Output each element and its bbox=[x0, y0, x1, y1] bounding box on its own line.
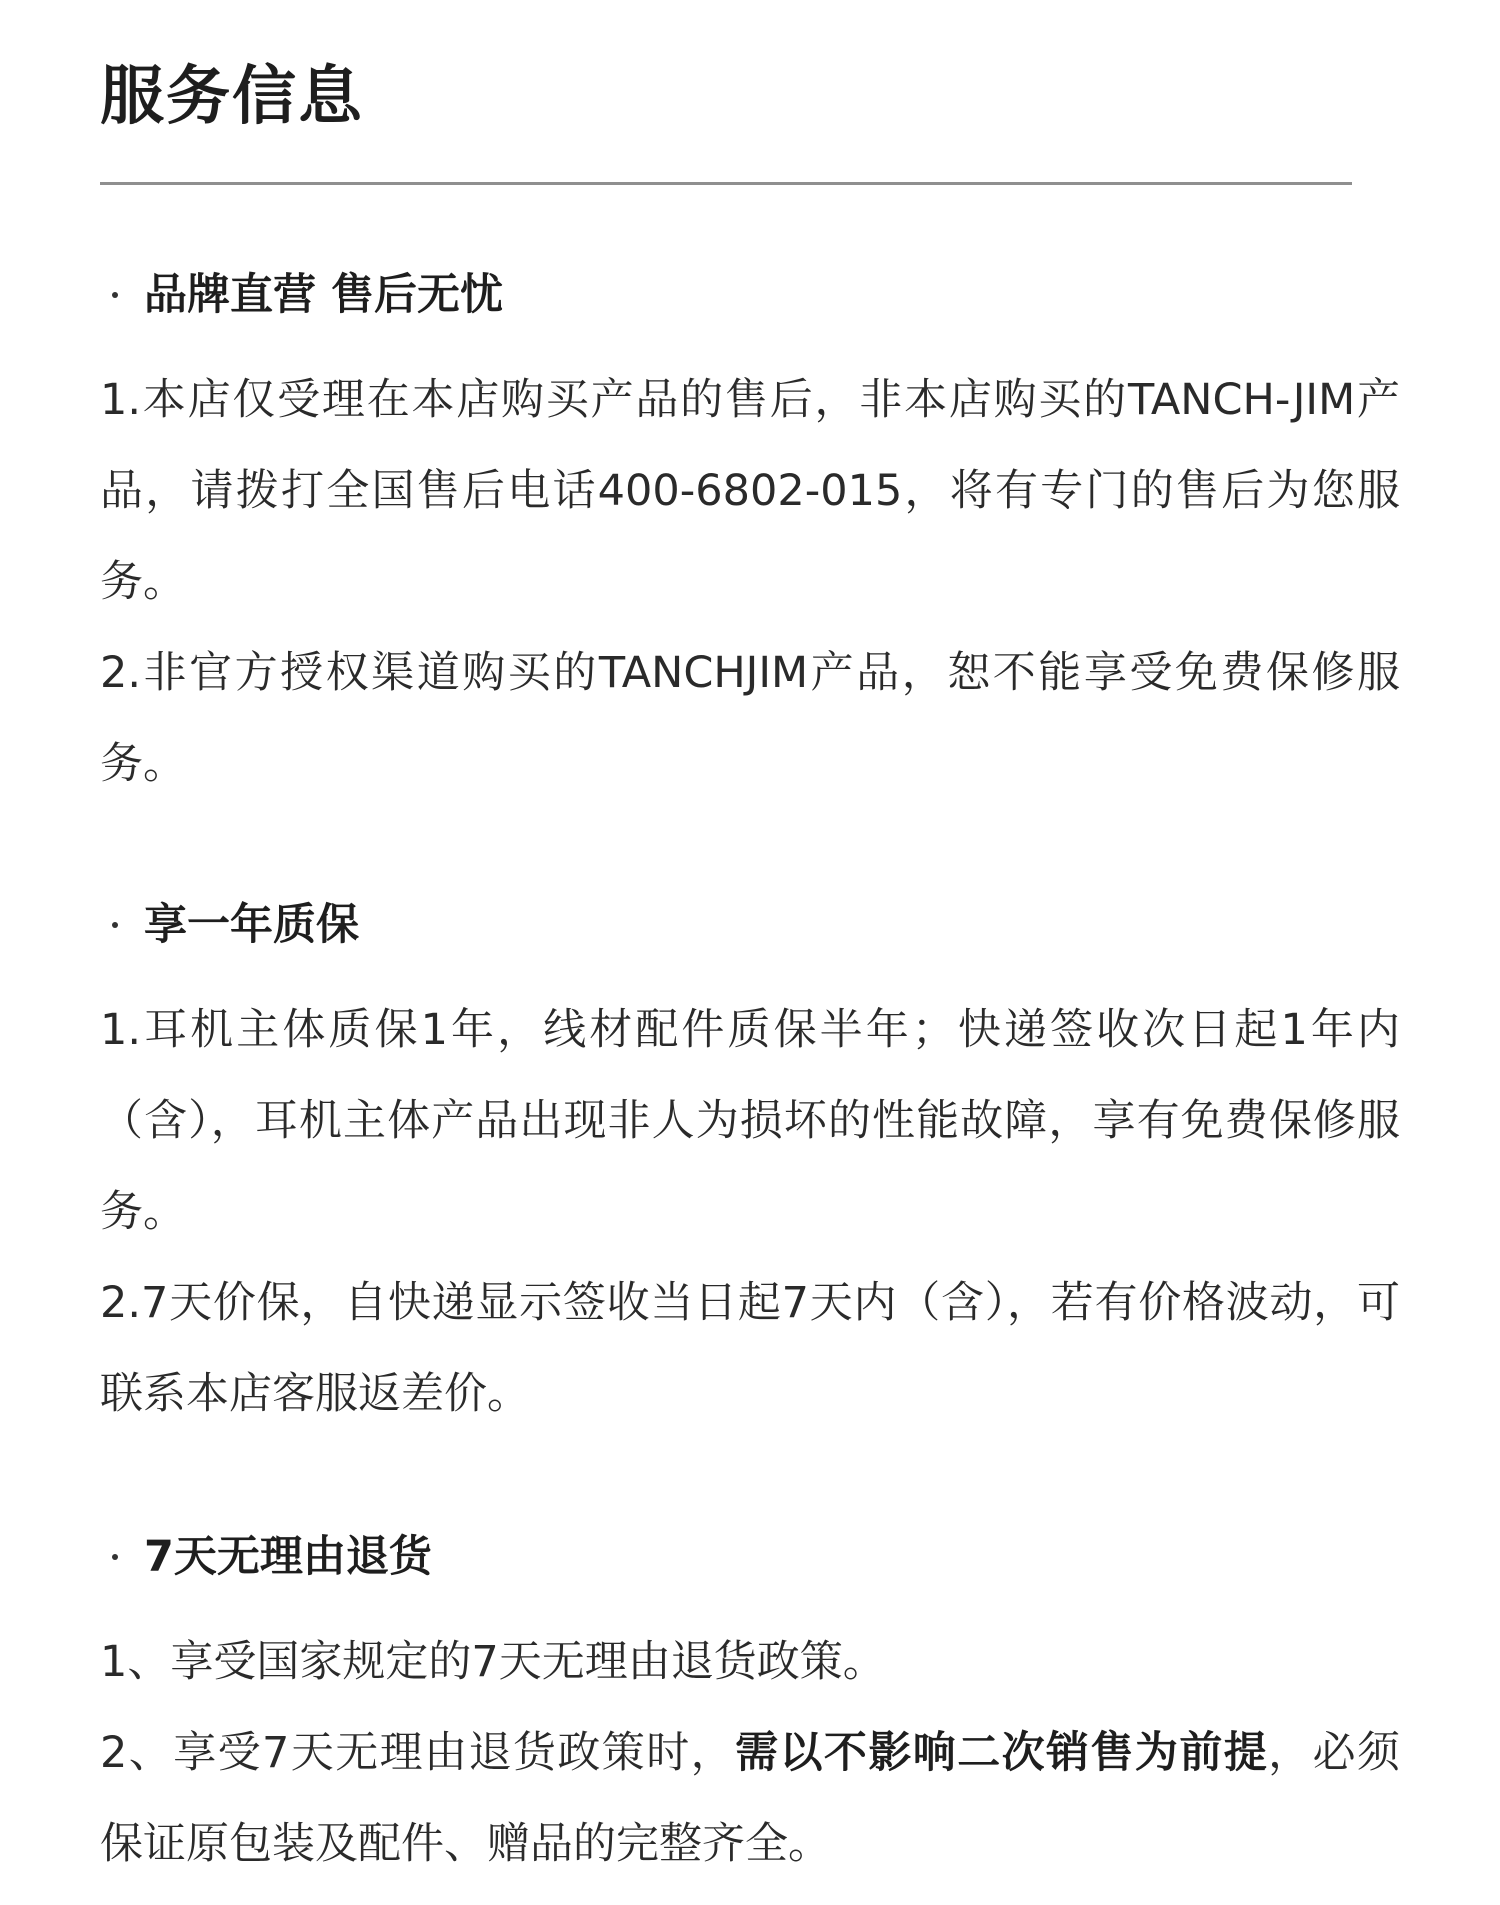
section-heading-text: 7天无理由退货 bbox=[144, 1532, 432, 1582]
policy-item-emphasis: 需以不影响二次销售为前提 bbox=[735, 1728, 1269, 1778]
section-seven-day-return bbox=[100, 1527, 1400, 1890]
section-warranty bbox=[100, 895, 1400, 1440]
policy-item: 1、享受国家规定的7天无理由退货政策。 bbox=[100, 1637, 886, 1687]
policy-item: 2.7天价保，自快递显示签收当日起7天内（含），若有价格波动，可联系本店客服返差价。 bbox=[100, 1278, 1400, 1419]
bullet-dot-icon bbox=[112, 922, 118, 928]
bullet-dot-icon bbox=[112, 292, 118, 298]
policy-item-suffix: ，必须保证原包装及配件、赠品的完整齐全。 bbox=[100, 1728, 1401, 1869]
policy-item: 1.本店仅受理在本店购买产品的售后，非本店购买的TANCH-JIM产品，请拨打全国售后电话400-6802-015，将有专门的售后为您服务。 bbox=[100, 375, 1400, 607]
bullet-dot-icon bbox=[112, 1554, 118, 1560]
policy-item-prefix: 2、享受7天无理由退货政策时， bbox=[100, 1728, 736, 1778]
section-heading bbox=[100, 265, 1400, 325]
section-brand-direct bbox=[100, 265, 1400, 810]
policy-item-with-emphasis bbox=[100, 1708, 1400, 1890]
section-heading-text: 享一年质保 bbox=[144, 900, 359, 950]
section-heading bbox=[100, 895, 1400, 955]
page-title: 服务信息 bbox=[100, 60, 364, 134]
policy-item: 2.非官方授权渠道购买的TANCHJIM产品，恕不能享受免费保修服务。 bbox=[100, 648, 1400, 789]
section-heading bbox=[100, 1527, 1400, 1587]
section-heading-text: 品牌直营 售后无忧 bbox=[144, 270, 503, 320]
title-divider bbox=[100, 182, 1352, 185]
policy-item: 1.耳机主体质保1年，线材配件质保半年；快递签收次日起1年内（含），耳机主体产品出现非人为损坏的性能故障，享有免费保修服务。 bbox=[100, 1005, 1400, 1237]
